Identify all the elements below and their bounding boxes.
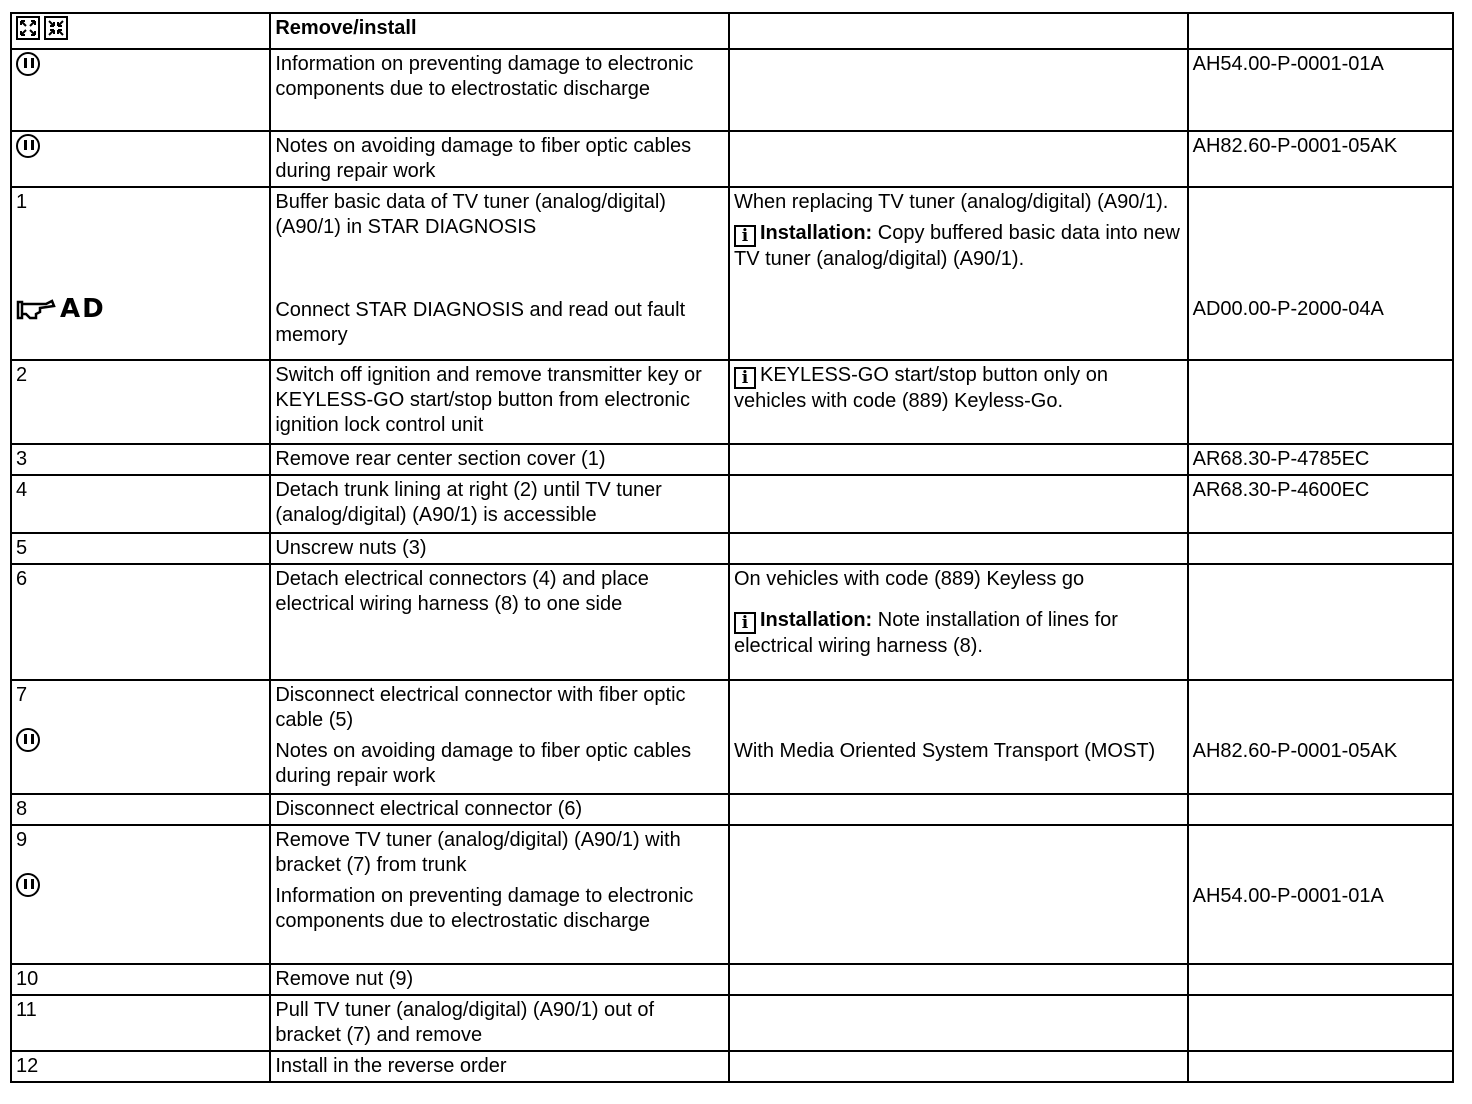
header-row bbox=[11, 13, 1453, 49]
note-text: When replacing TV tuner (analog/digital) (A90/1). bbox=[733, 191, 1169, 213]
step-number: 4 bbox=[11, 475, 270, 533]
header-empty-cell bbox=[1188, 13, 1453, 49]
info-icon: i bbox=[734, 612, 756, 634]
step-cell bbox=[11, 187, 270, 360]
instruction-text: Install in the reverse order bbox=[270, 1051, 729, 1082]
warning-icon[interactable] bbox=[16, 134, 40, 158]
info-icon: i bbox=[734, 225, 756, 247]
step-number: 12 bbox=[11, 1051, 270, 1082]
step-cell bbox=[11, 131, 270, 187]
step-number: 6 bbox=[11, 564, 270, 680]
instruction-subtext: Connect STAR DIAGNOSIS and read out fault memory bbox=[275, 299, 686, 346]
step-number: 2 bbox=[11, 360, 270, 444]
reference-cell bbox=[1188, 680, 1453, 794]
reference-link[interactable]: AH82.60-P-0001-05AK bbox=[1188, 131, 1453, 187]
note-cell bbox=[729, 825, 1188, 964]
reference-cell bbox=[1188, 564, 1453, 680]
note-cell bbox=[729, 680, 1188, 794]
step-number: 8 bbox=[11, 794, 270, 825]
step-cell bbox=[11, 49, 270, 131]
step-number: 1 bbox=[16, 191, 28, 213]
step-cell bbox=[11, 825, 270, 964]
collapse-icon[interactable] bbox=[44, 16, 68, 40]
warning-icon-wrap bbox=[16, 873, 264, 904]
table-row bbox=[11, 964, 1453, 995]
instruction-text: Detach electrical connectors (4) and place electrical wiring harness (8) to one side bbox=[270, 564, 729, 680]
info-note bbox=[734, 608, 1182, 659]
info-icon: i bbox=[734, 367, 756, 389]
installation-label: Installation: bbox=[759, 609, 873, 631]
instruction-text: Remove nut (9) bbox=[270, 964, 729, 995]
instruction-text: Remove TV tuner (analog/digital) (A90/1) with bracket (7) from trunk bbox=[275, 829, 681, 876]
reference-cell bbox=[1188, 533, 1453, 564]
instruction-text: Disconnect electrical connector (6) bbox=[270, 794, 729, 825]
reference-link[interactable]: AH54.00-P-0001-01A bbox=[1188, 49, 1453, 131]
note-cell bbox=[729, 49, 1188, 131]
step-cell bbox=[11, 680, 270, 794]
table-row bbox=[11, 825, 1453, 964]
note-text: KEYLESS-GO start/stop button only on vehicles with code (889) Keyless-Go. bbox=[733, 364, 1108, 412]
reference-cell bbox=[1188, 825, 1453, 964]
table-row bbox=[11, 533, 1453, 564]
table-row bbox=[11, 995, 1453, 1051]
reference-cell bbox=[1188, 995, 1453, 1051]
step-number: 9 bbox=[16, 829, 28, 851]
reference-link[interactable]: AR68.30-P-4785EC bbox=[1188, 444, 1453, 475]
instruction-text: Remove rear center section cover (1) bbox=[270, 444, 729, 475]
note-cell bbox=[729, 1051, 1188, 1082]
step-number: 5 bbox=[11, 533, 270, 564]
header-empty-cell bbox=[729, 13, 1188, 49]
installation-label: Installation: bbox=[759, 222, 873, 244]
instruction-text: Pull TV tuner (analog/digital) (A90/1) out of bracket (7) and remove bbox=[270, 995, 729, 1051]
header-title: Remove/install bbox=[270, 13, 729, 49]
table-row bbox=[11, 49, 1453, 131]
table-row bbox=[11, 794, 1453, 825]
reference-cell bbox=[1188, 964, 1453, 995]
note-text: On vehicles with code (889) Keyless go bbox=[733, 568, 1085, 590]
note-cell bbox=[729, 475, 1188, 533]
header-icons-cell bbox=[11, 13, 270, 49]
reference-link[interactable]: AH54.00-P-0001-01A bbox=[1192, 885, 1384, 907]
table-row bbox=[11, 360, 1453, 444]
table-row bbox=[11, 564, 1453, 680]
instruction-cell bbox=[270, 187, 729, 360]
instruction-cell bbox=[270, 680, 729, 794]
info-note bbox=[734, 221, 1182, 272]
warning-icon[interactable] bbox=[16, 728, 40, 752]
note-cell bbox=[729, 131, 1188, 187]
note-cell bbox=[729, 360, 1188, 444]
instruction-text: Switch off ignition and remove transmitter key or KEYLESS-GO start/stop button from electronic ignition lock control unit bbox=[270, 360, 729, 444]
warning-icon[interactable] bbox=[16, 873, 40, 897]
expand-icon[interactable] bbox=[16, 16, 40, 40]
step-number: 7 bbox=[16, 684, 28, 706]
instruction-subtext: Information on preventing damage to electronic components due to electrostatic discharge bbox=[275, 885, 694, 932]
instruction-text: Unscrew nuts (3) bbox=[270, 533, 729, 564]
instruction-text: Information on preventing damage to electronic components due to electrostatic discharge bbox=[270, 49, 729, 131]
note-cell bbox=[729, 187, 1188, 360]
note-text: With Media Oriented System Transport (MOST) bbox=[733, 740, 1156, 762]
instruction-text: Disconnect electrical connector with fiber optic cable (5) bbox=[275, 684, 686, 731]
ad-label: AD bbox=[60, 294, 106, 324]
reference-cell bbox=[1188, 1051, 1453, 1082]
installation-text: Note installation of lines for electrical wiring harness (8). bbox=[733, 609, 1118, 657]
installation-text: Copy buffered basic data into new TV tuner (analog/digital) (A90/1). bbox=[733, 222, 1180, 270]
warning-icon-wrap bbox=[16, 728, 264, 759]
instruction-subtext: Notes on avoiding damage to fiber optic cables during repair work bbox=[275, 740, 692, 787]
table-row bbox=[11, 1051, 1453, 1082]
table-row bbox=[11, 680, 1453, 794]
note-cell bbox=[729, 995, 1188, 1051]
table-row bbox=[11, 187, 1453, 360]
ad-badge[interactable] bbox=[16, 294, 264, 329]
note-cell bbox=[729, 564, 1188, 680]
instruction-text: Buffer basic data of TV tuner (analog/digital) (A90/1) in STAR DIAGNOSIS bbox=[275, 191, 666, 238]
reference-cell bbox=[1188, 187, 1453, 360]
reference-cell bbox=[1188, 794, 1453, 825]
pointing-hand-icon bbox=[16, 298, 56, 322]
warning-icon[interactable] bbox=[16, 52, 40, 76]
note-cell bbox=[729, 964, 1188, 995]
instruction-text: Notes on avoiding damage to fiber optic cables during repair work bbox=[270, 131, 729, 187]
reference-link[interactable]: AD00.00-P-2000-04A bbox=[1192, 298, 1384, 320]
note-cell bbox=[729, 794, 1188, 825]
table-row bbox=[11, 444, 1453, 475]
instruction-text: Detach trunk lining at right (2) until TV tuner (analog/digital) (A90/1) is accessible bbox=[270, 475, 729, 533]
step-number: 3 bbox=[11, 444, 270, 475]
procedure-table bbox=[10, 12, 1454, 1083]
reference-link[interactable]: AH82.60-P-0001-05AK bbox=[1192, 740, 1398, 762]
reference-link[interactable]: AR68.30-P-4600EC bbox=[1188, 475, 1453, 533]
note-cell bbox=[729, 533, 1188, 564]
table-row bbox=[11, 131, 1453, 187]
note-cell bbox=[729, 444, 1188, 475]
table-row bbox=[11, 475, 1453, 533]
instruction-cell bbox=[270, 825, 729, 964]
reference-cell bbox=[1188, 360, 1453, 444]
step-number: 11 bbox=[11, 995, 270, 1051]
step-number: 10 bbox=[11, 964, 270, 995]
